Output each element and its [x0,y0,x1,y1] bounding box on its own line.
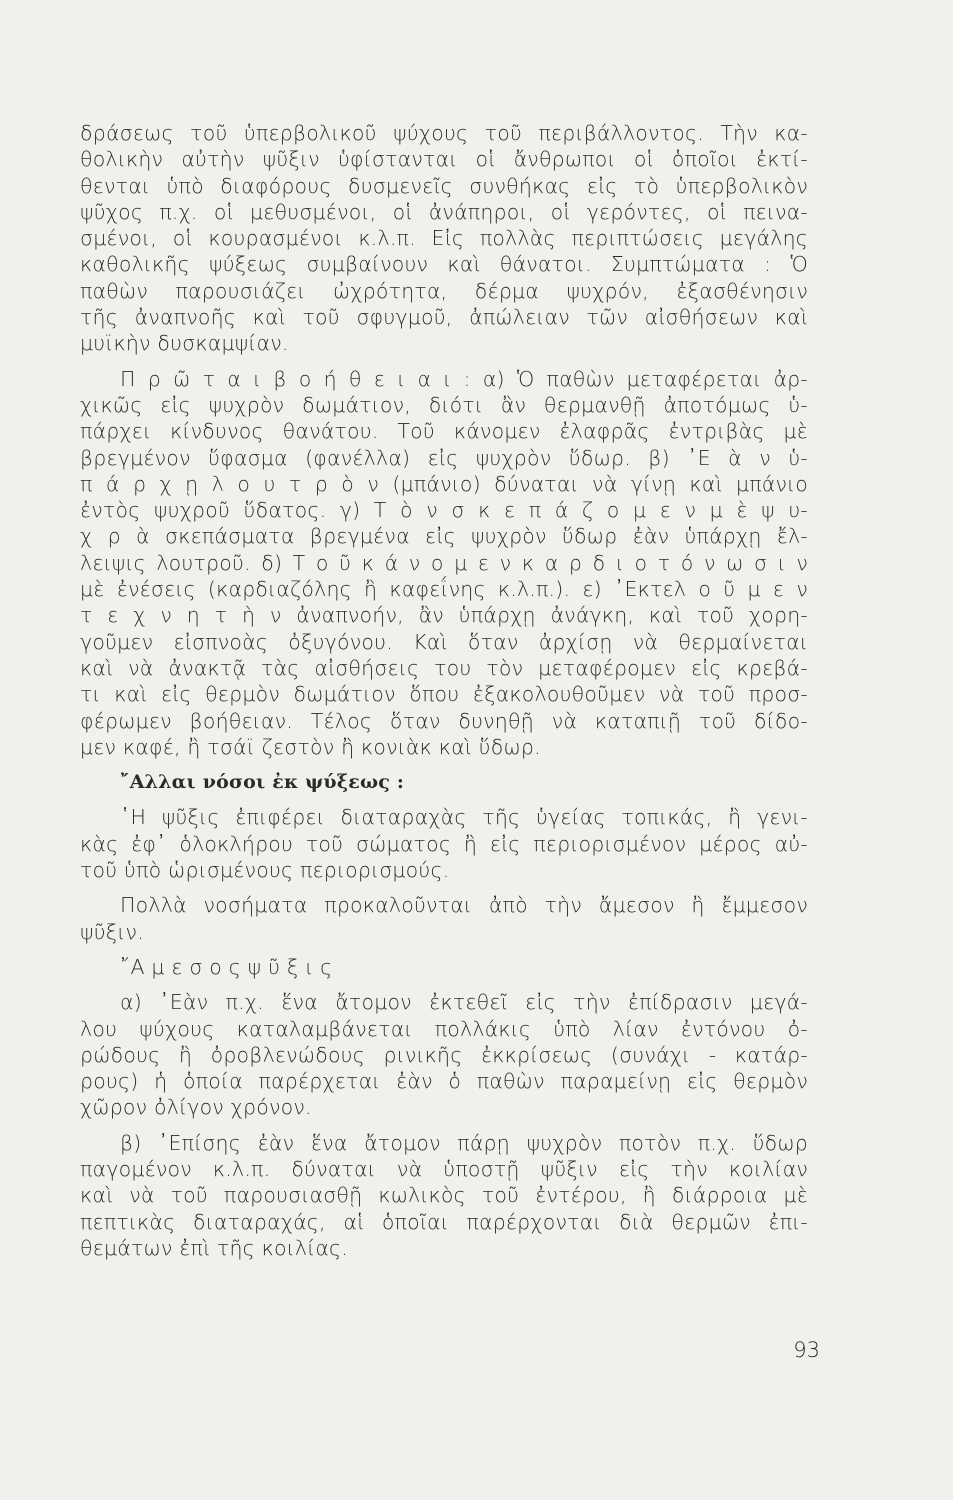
paragraph-gap [80,795,808,804]
text-line: λειψις λουτροῦ. δ) Τ ο ῦ κ ά ν ο μ ε ν κ α ρ δ ι ο τ ό ν ω σ ι ν [80,550,808,575]
text-line: γοῦμεν εἰσπνοὰς ὀξυγόνου. Καὶ ὅταν ἀρχίσῃ νὰ θερμαίνεται [80,629,808,654]
heading-text: ῎Αλλαι νόσοι ἐκ ψύξεως : [120,771,405,794]
text-line: καθολικῆς ψύξεως συμβαίνουν καὶ θάνατοι. Συμπτώματα : Ὁ [80,252,808,277]
paragraph-gap [80,1121,808,1130]
paragraph-gap [80,883,808,892]
text-line: πεπτικὰς διαταραχάς, αἱ ὁποῖαι παρέρχονται διὰ θερμῶν ἐπι- [80,1209,808,1234]
text-line: τ ε χ ν η τ ὴ ν ἀναπνοήν, ἂν ὑπάρχῃ ἀνάγκη, καὶ τοῦ χορη- [80,603,808,628]
paragraph-gap [80,945,808,954]
text-line: φέρωμεν βοήθειαν. Τέλος ὅταν δυνηθῇ νὰ καταπιῇ τοῦ δίδο- [80,708,808,733]
text-line: χῶρον ὀλίγον χρόνον. [80,1095,312,1120]
text-line: μεν καφέ, ἢ τσάϊ ζεστὸν ἢ κονιὰκ καὶ ὕδωρ. [80,734,541,759]
text-line: χικῶς εἰς ψυχρὸν δωμάτιον, διότι ἂν θερμανθῇ ἀποτόμως ὑ- [80,392,808,417]
text-line: μυϊκὴν δυσκαμψίαν. [80,331,289,356]
text-line: πάρχει κίνδυνος θανάτου. Τοῦ κάνομεν ἐλαφρᾶς ἐντριβὰς μὲ [80,419,808,444]
text-line: σμένοι, οἱ κουρασμένοι κ.λ.π. Εἰς πολλὰς περιπτώσεις μεγάλης [80,226,808,251]
paragraph-gap [80,980,808,989]
text-line: μὲ ἐνέσεις (καρδιαζόλης ἢ καφεΐνης κ.λ.π.). ε) ᾿Εκτελ ο ῦ μ ε ν [80,577,808,602]
text-line: βρεγμένον ὕφασμα (φανέλλα) εἰς ψυχρὸν ὕδωρ. β) ᾿Ε ὰ ν ὑ- [80,445,808,470]
text-line: λου ψύχους καταλαμβάνεται πολλάκις ὑπὸ λίαν ἐντόνου ὀ- [80,1016,808,1041]
section-heading [80,769,808,795]
text-line: καὶ νὰ τοῦ παρουσιασθῇ κωλικὸς τοῦ ἐντέρου, ἢ διάρροια μὲ [80,1183,808,1208]
text-line: ψῦχος π.χ. οἱ μεθυσμένοι, οἱ ἀνάπηροι, οἱ γερόντες, οἱ πεινα- [80,199,808,224]
text-line: ἐντὸς ψυχροῦ ὕδατος. γ) Τ ὸ ν σ κ ε π ά ζ ο μ ε ν μ ὲ ψ υ- [80,498,808,523]
text-line: α) ᾿Εὰν π.χ. ἕνα ἄτομον ἐκτεθεῖ εἰς τὴν ἐπίδρασιν μεγά- [120,990,808,1015]
text-line: ῾Η ψῦξις ἐπιφέρει διαταραχὰς τῆς ὑγείας τοπικάς, ἢ γενι- [120,805,808,830]
text-line: θεμάτων ἐπὶ τῆς κοιλίας. [80,1235,348,1260]
paragraph [80,989,808,1120]
text-line: θενται ὑπὸ διαφόρους δυσμενεῖς συνθήκας εἰς τὸ ὑπερβολικὸν [80,173,808,198]
text-line: π ά ρ χ ῃ λ ο υ τ ρ ὸ ν (μπάνιο) δύναται νὰ γίνῃ καὶ μπάνιο [80,471,808,496]
text-line: παγομένον κ.λ.π. δύναται νὰ ὑποστῇ ψῦξιν εἰς τὴν κοιλίαν [80,1156,808,1181]
text-line: Πολλὰ νοσήματα προκαλοῦνται ἀπὸ τὴν ἄμεσον ἢ ἔμμεσον [120,893,808,918]
text-line: θολικὴν αὐτὴν ψῦξιν ὑφίστανται οἱ ἄνθρωποι οἱ ὁποῖοι ἐκτί- [80,147,808,172]
text-line: ρους) ἡ ὁποία παρέρχεται ἐὰν ὁ παθὼν παραμείνῃ εἰς θερμὸν [80,1069,808,1094]
page-number: 93 [793,1338,820,1362]
text-line: τῆς ἀναπνοῆς καὶ τοῦ σφυγμοῦ, ἀπώλειαν τῶν αἰσθήσεων καὶ [80,305,808,330]
paragraph-gap [80,760,808,769]
text-line: β) ᾿Επίσης ἐὰν ἕνα ἄτομον πάρῃ ψυχρὸν ποτὸν π.χ. ὕδωρ [120,1130,808,1155]
paragraph-gap [80,357,808,366]
text-line: κὰς ἐφ᾿ ὁλοκλήρου τοῦ σώματος ἢ εἰς περιορισμένον μέρος αὐ- [80,831,808,856]
text-line: τοῦ ὑπὸ ὡρισμένους περιορισμούς. [80,858,450,883]
text-line: παθὼν παρουσιάζει ὠχρότητα, δέρμα ψυχρόν, ἐξασθένησιν [80,278,808,303]
paragraph [80,1130,808,1261]
paragraph [80,892,808,945]
text-line: Π ρ ῶ τ α ι β ο ή θ ε ι α ι : α) Ὁ παθὼν μεταφέρεται ἀρ- [120,366,808,391]
paragraph [80,366,808,760]
text-line: καὶ νὰ ἀνακτᾷ τὰς αἰσθήσεις του τὸν μεταφέρομεν εἰς κρεβά- [80,655,808,680]
paragraph [80,120,808,357]
text-line: ψῦξιν. [80,919,144,944]
page-body [80,120,808,1261]
text-line: τι καὶ εἰς θερμὸν δωμάτιον ὅπου ἐξακολουθοῦμεν νὰ τοῦ προσ- [80,682,808,707]
paragraph [80,954,808,980]
text-line: χ ρ ὰ σκεπάσματα βρεγμένα εἰς ψυχρὸν ὕδωρ ἐὰν ὑπάρχῃ ἔλ- [80,524,808,549]
text-line: ῎Α μ ε σ ο ς ψ ῦ ξ ι ς [120,954,333,979]
text-line: δράσεως τοῦ ὑπερβολικοῦ ψύχους τοῦ περιβάλλοντος. Τὴν κα- [80,121,808,145]
text-line: ρώδους ἢ ὀροβλενώδους ρινικῆς ἐκκρίσεως (συνάχι - κατάρ- [80,1042,808,1067]
paragraph [80,804,808,883]
